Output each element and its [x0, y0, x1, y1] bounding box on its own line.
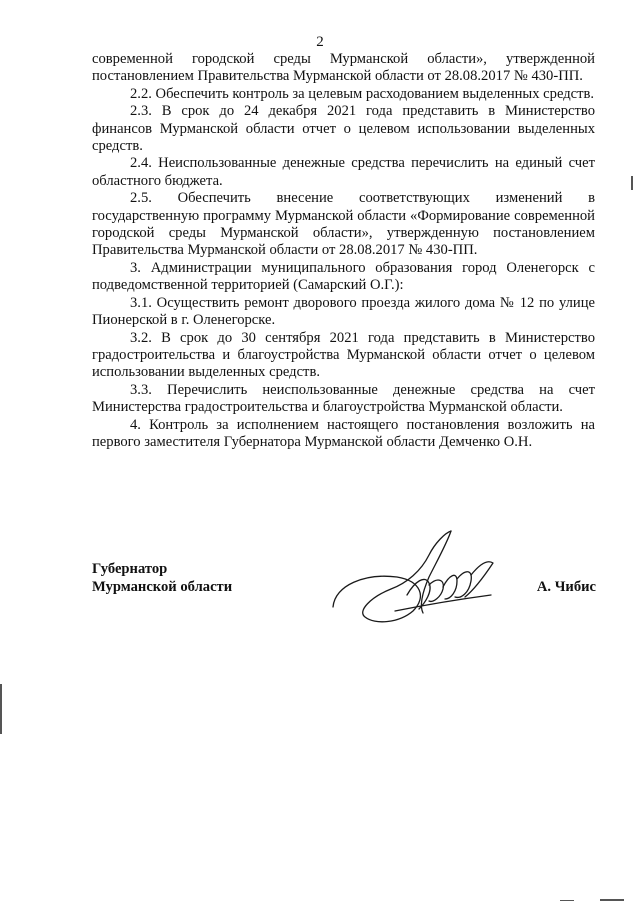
scan-artifact: [600, 899, 624, 901]
signatory-title-line-2: Мурманской области: [92, 579, 233, 595]
paragraph-2-2: 2.2. Обеспечить контроль за целевым расходованием выделенных средств.: [130, 85, 595, 102]
paragraph-2-4: 2.4. Неиспользованные денежные средства перечислить на единый счет областного бюджета.: [92, 155, 595, 189]
scan-artifact: [0, 684, 2, 734]
scan-artifact: [560, 900, 574, 901]
paragraph-3-1: 3.1. Осуществить ремонт дворового проезда жилого дома № 12 по улице Пионерской в г. Оленегорске.: [92, 294, 595, 329]
document-body: [92, 51, 595, 451]
scan-artifact: [631, 176, 633, 190]
signatory-title: [92, 560, 232, 596]
paragraph-2-3: 2.3. В срок до 24 декабря 2021 года представить в Министерство финансов Мурманской области отчет о целевом использовании выделенных средств.: [92, 103, 595, 155]
paragraph-4: 4. Контроль за исполнением настоящего постановления возложить на первого заместителя Губернатора Мурманской области Демченко О.Н.: [92, 416, 595, 450]
paragraph-3: 3. Администрации муниципального образования город Оленегорск с подведомственной территорией (Самарский О.Г.):: [92, 259, 595, 294]
paragraph-3-3: 3.3. Перечислить неиспользованные денежные средства на счет Министерства градостроительства и благоустройства Мурманской области.: [92, 381, 595, 416]
signatory-title-line-1: Губернатор: [92, 561, 168, 577]
paragraph-3-2: 3.2. В срок до 30 сентября 2021 года представить в Министерство градостроительства и благоустройства Мурманской области отчет о целевом использовании выделенных средств.: [92, 329, 595, 381]
signatory-name: А. Чибис: [536, 579, 596, 595]
paragraph-2-5: 2.5. Обеспечить внесение соответствующих изменений в государственную программу Мурманской области «Формирование современной городской среды Мурманской области», утвержденную постановлением Правительства Мурманской области от 28.08.2017 № 430-ПП.: [92, 190, 595, 259]
handwritten-signature: [325, 525, 525, 635]
page-number: 2: [316, 34, 324, 50]
paragraph-1: современной городской среды Мурманской области», утвержденной постановлением Правительства Мурманской области от 28.08.2017 № 430-ПП.: [92, 51, 595, 85]
